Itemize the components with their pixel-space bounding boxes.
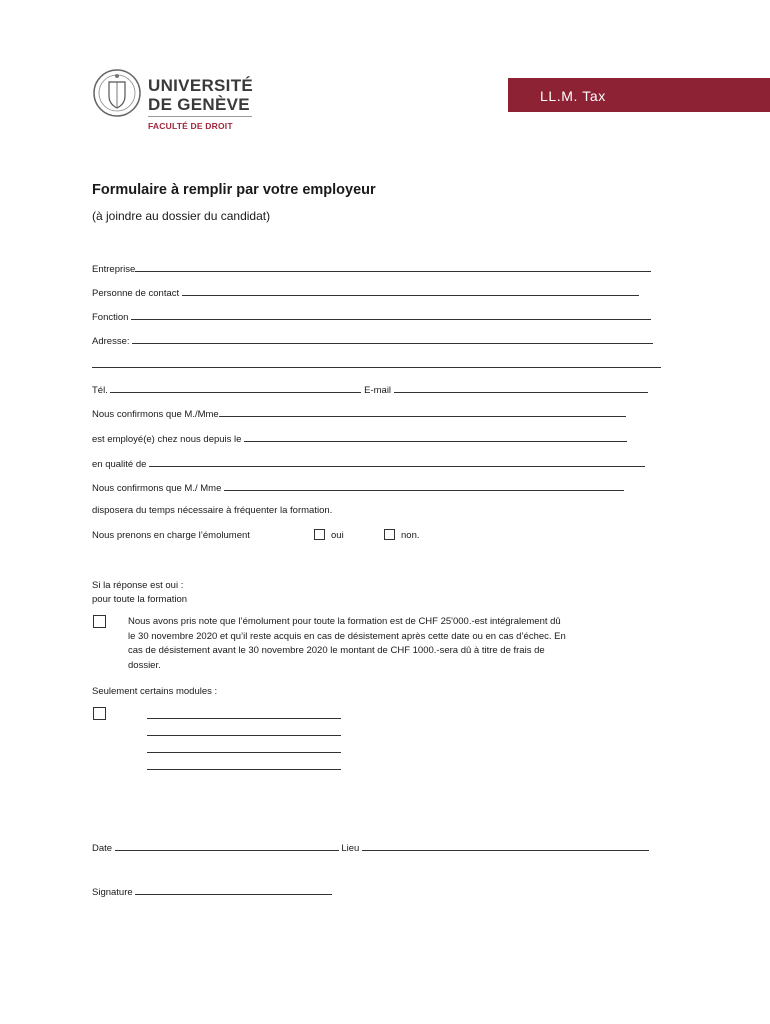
address-field xyxy=(92,333,653,347)
no-label: non. xyxy=(401,530,420,541)
confirm1-input-line[interactable] xyxy=(219,406,626,417)
address-input-line-2[interactable] xyxy=(92,357,661,368)
full-training-text-line3: cas de désistement avant le 30 novembre 2020 le montant de CHF 1000.-sera dû à titre de frais de xyxy=(128,645,545,656)
logo-divider xyxy=(148,116,252,117)
contact-label: Personne de contact xyxy=(92,288,180,299)
employed-label: est employé(e) chez nous depuis le xyxy=(92,434,242,445)
date-place-field xyxy=(92,840,649,854)
email-label: E-mail xyxy=(364,385,392,396)
yes-label: oui xyxy=(331,530,344,541)
address-input-line[interactable] xyxy=(132,333,653,344)
emolument-label: Nous prenons en charge l’émolument xyxy=(92,530,250,541)
company-label: Entreprise xyxy=(92,264,136,275)
company-field xyxy=(92,261,651,275)
if-yes-line2: pour toute la formation xyxy=(92,593,188,605)
form-title: Formulaire à remplir par votre employeur xyxy=(92,182,376,198)
yes-checkbox[interactable] xyxy=(314,529,325,540)
if-yes-label xyxy=(92,579,187,606)
program-name: LL.M. Tax xyxy=(540,88,606,104)
full-training-text-line4: dossier. xyxy=(128,659,161,671)
signature-input-line[interactable] xyxy=(135,884,332,895)
modules-checkbox[interactable] xyxy=(93,707,106,720)
contact-field xyxy=(92,285,639,299)
confirm1-label: Nous confirmons que M./Mme xyxy=(92,409,219,420)
address-field-2 xyxy=(92,357,661,371)
place-input-line[interactable] xyxy=(362,840,649,851)
confirm2-input-line[interactable] xyxy=(224,480,624,491)
full-training-checkbox[interactable] xyxy=(93,615,106,628)
function-field xyxy=(92,309,651,323)
modules-label: Seulement certains modules : xyxy=(92,686,218,697)
quality-input-line[interactable] xyxy=(149,456,645,467)
university-line1: UNIVERSITÉ xyxy=(148,76,254,95)
no-checkbox[interactable] xyxy=(384,529,395,540)
module-input-line-2[interactable] xyxy=(147,735,341,736)
quality-field xyxy=(92,456,645,470)
signature-label: Signature xyxy=(92,887,133,898)
email-input-line[interactable] xyxy=(394,382,648,393)
employed-field xyxy=(92,431,627,445)
employed-input-line[interactable] xyxy=(244,431,627,442)
full-training-text-line1: Nous avons pris note que l’émolument pour toute la formation est de CHF 25'000.-est intégralement dû xyxy=(128,616,561,627)
faculty-name: FACULTÉ DE DROIT xyxy=(148,121,233,131)
module-input-line-1[interactable] xyxy=(147,718,341,719)
function-label: Fonction xyxy=(92,312,129,323)
confirm2-field xyxy=(92,480,624,494)
confirm1-field xyxy=(92,406,626,420)
full-training-text-line2: le 30 novembre 2020 et qu’il reste acquis en cas de désistement après cette date ou en cas d’échec. En xyxy=(128,630,566,642)
function-input-line[interactable] xyxy=(131,309,651,320)
university-seal-icon xyxy=(92,68,142,118)
phone-email-field xyxy=(92,382,648,396)
place-label: Lieu xyxy=(341,843,360,854)
program-banner xyxy=(508,78,770,112)
phone-input-line[interactable] xyxy=(110,382,361,393)
company-input-line[interactable] xyxy=(135,261,651,272)
address-label: Adresse: xyxy=(92,336,130,347)
date-input-line[interactable] xyxy=(115,840,339,851)
university-line2: DE GENÈVE xyxy=(148,95,250,114)
signature-field xyxy=(92,884,332,898)
if-yes-line1: Si la réponse est oui : xyxy=(92,580,184,591)
module-input-line-4[interactable] xyxy=(147,769,341,770)
full-training-text xyxy=(128,615,673,673)
form-subtitle: (à joindre au dossier du candidat) xyxy=(92,209,271,223)
university-name xyxy=(148,76,253,114)
date-label: Date xyxy=(92,843,113,854)
availability-text: disposera du temps nécessaire à fréquenter la formation. xyxy=(92,505,333,516)
quality-label: en qualité de xyxy=(92,459,147,470)
phone-label: Tél. xyxy=(92,385,108,396)
contact-input-line[interactable] xyxy=(182,285,639,296)
module-input-line-3[interactable] xyxy=(147,752,341,753)
confirm2-label: Nous confirmons que M./ Mme xyxy=(92,483,222,494)
